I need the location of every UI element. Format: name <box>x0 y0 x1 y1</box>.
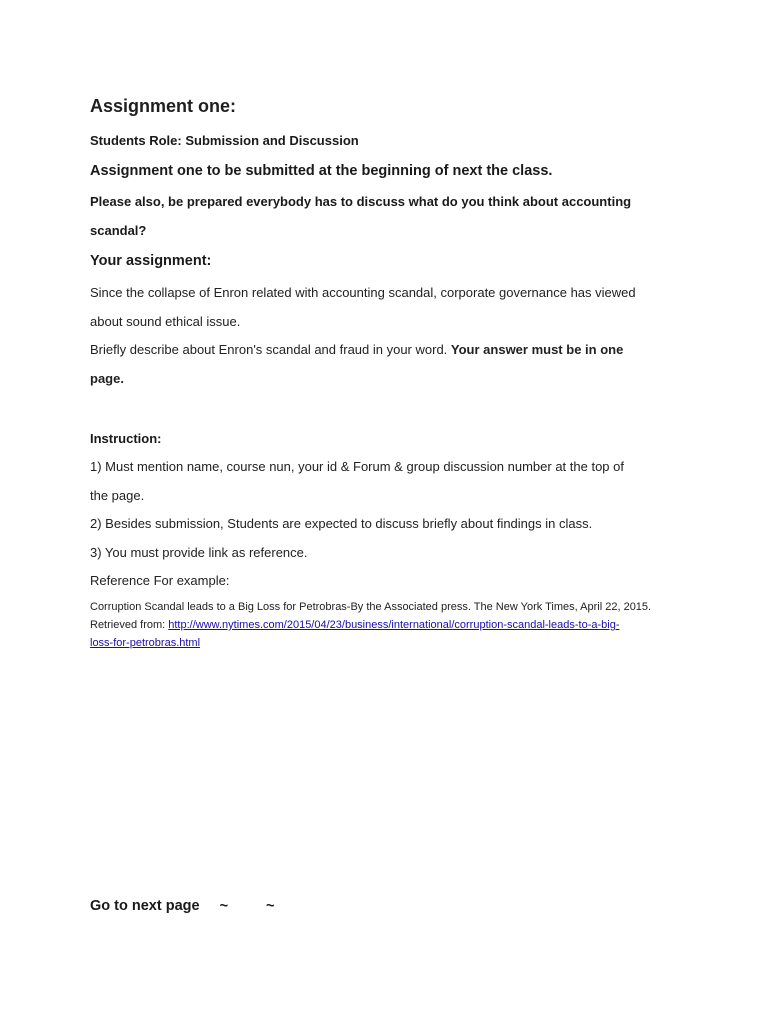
body-line-3-bold: Your answer must be in one <box>450 342 624 357</box>
reference-link-continuation[interactable]: loss-for-petrobras.html <box>90 637 201 649</box>
students-role-line: Students Role: Submission and Discussion <box>90 133 359 148</box>
tilde-1: ~ <box>219 898 229 914</box>
body-line-3-plain: Briefly describe about Enron's scandal and fraud in your word. <box>90 342 451 357</box>
reference-line-2 <box>90 616 680 634</box>
submission-instruction: Assignment one to be submitted at the beginning of next the class. <box>90 163 553 179</box>
reference-retrieved-label: Retrieved from: <box>90 619 169 631</box>
body-line-3 <box>90 342 680 357</box>
body-line-2: about sound ethical issue. <box>90 314 241 329</box>
prepare-line-2: scandal? <box>90 223 147 238</box>
footer-next-page <box>90 898 680 914</box>
body-line-1: Since the collapse of Enron related with accounting scandal, corporate governance has viewed <box>90 285 636 300</box>
reference-link[interactable]: http://www.nytimes.com/2015/04/23/business/international/corruption-scandal-leads-to-a-big- <box>168 619 620 631</box>
instruction-item-1-line-1: 1) Must mention name, course nun, your id & Forum & group discussion number at the top of <box>90 459 624 474</box>
body-line-4-bold: page. <box>90 371 124 386</box>
reference-line-3 <box>90 634 680 652</box>
tilde-2: ~ <box>266 898 275 914</box>
instruction-item-3: 3) You must provide link as reference. <box>90 545 308 560</box>
your-assignment-heading: Your assignment: <box>90 253 212 269</box>
reference-line-1: Corruption Scandal leads to a Big Loss for Petrobras-By the Associated press. The New York Times, April 22, 2015. <box>90 601 652 613</box>
instruction-heading: Instruction: <box>90 431 162 446</box>
reference-heading: Reference For example: <box>90 573 230 588</box>
next-page-text: Go to next page <box>90 898 200 914</box>
instruction-item-1-line-2: the page. <box>90 488 145 503</box>
page-title: Assignment one: <box>90 96 237 116</box>
prepare-line-1: Please also, be prepared everybody has to discuss what do you think about accounting <box>90 194 632 209</box>
body-line-4 <box>90 371 680 386</box>
instruction-item-2: 2) Besides submission, Students are expected to discuss briefly about findings in class. <box>90 516 593 531</box>
